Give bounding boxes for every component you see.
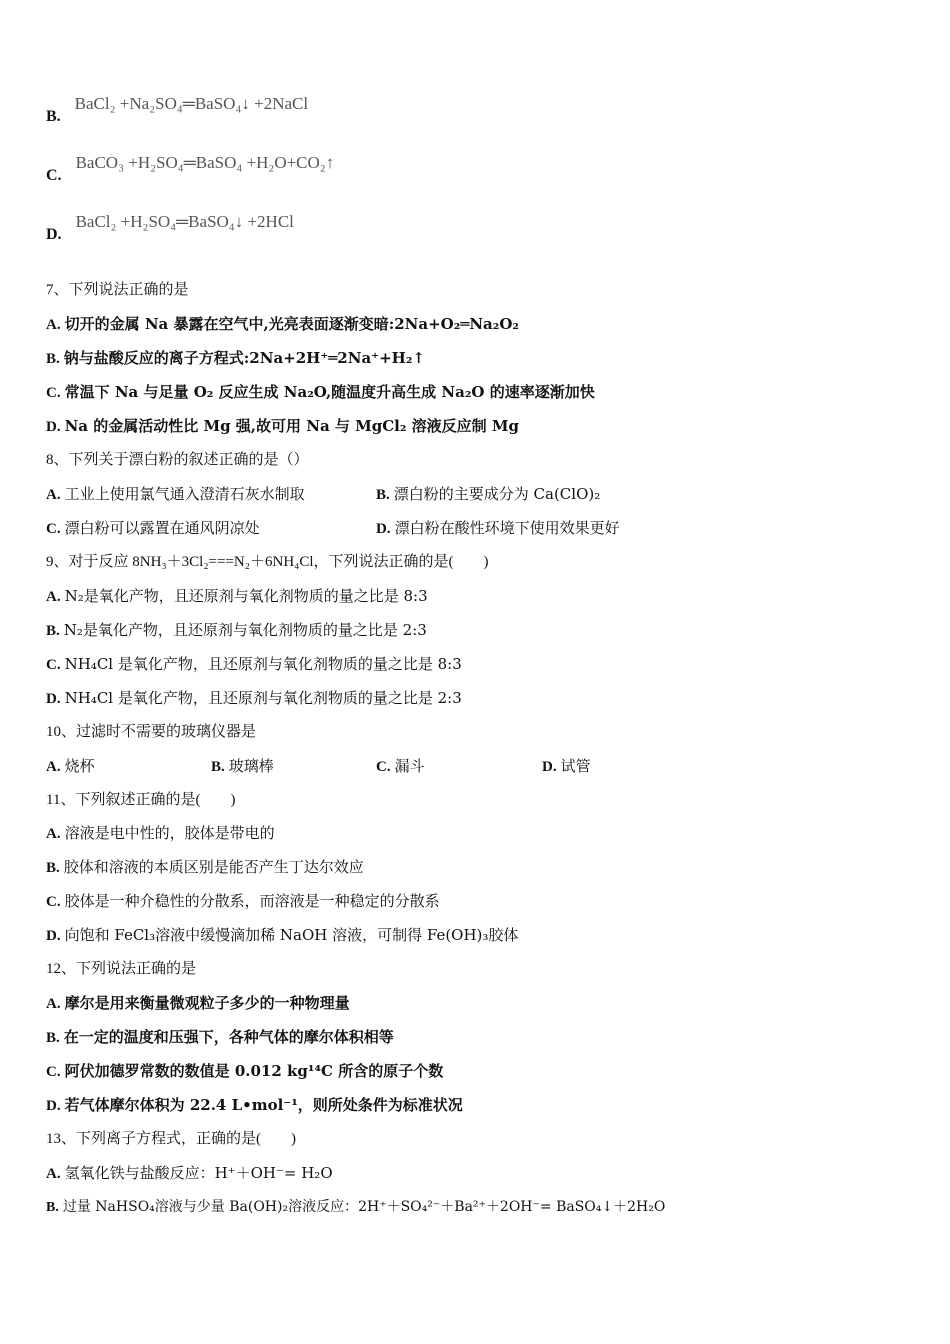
option-label: A. [46,826,61,842]
q6-option-c [46,153,335,185]
q7-option-c [46,382,595,403]
option-label: C. [46,657,61,673]
q11-option-a [46,823,275,844]
option-label: A. [46,1166,61,1182]
q9-option-c [46,654,462,675]
option-text: 漂白粉在酸性环境下使用效果更好 [394,519,620,537]
question-9-stem: 9、对于反应 8NH₃＋3Cl₂===N₂＋6NH₄Cl，下列说法正确的是( ) [46,554,489,570]
option-label: B. [46,623,60,639]
q11-option-c [46,891,440,912]
option-text: 烧杯 [64,757,95,775]
option-label: C. [46,1064,61,1080]
q8-option-b [376,484,600,505]
option-text: 漏斗 [394,757,425,775]
q12-option-b [46,1027,394,1048]
option-text: N₂是氧化产物，且还原剂与氧化剂物质的量之比是 8:3 [64,587,428,605]
question-10-stem: 10、过滤时不需要的玻璃仪器是 [46,724,257,740]
question-12-stem: 12、下列说法正确的是 [46,961,197,977]
option-text: 过量 NaHSO₄溶液与少量 Ba(OH)₂溶液反应：2H⁺＋SO₄²⁻＋Ba²⁺＋2OH⁻= BaSO₄↓＋2H₂O [62,1199,666,1215]
q10-option-a [46,756,95,777]
q6-option-b [46,94,309,126]
question-13-stem: 13、下列离子方程式，正确的是( ) [46,1131,296,1147]
option-label: D. [542,759,557,775]
q12-option-a [46,993,350,1014]
option-label: B. [376,487,390,503]
option-text: NH₄Cl 是氧化产物，且还原剂与氧化剂物质的量之比是 2:3 [64,689,462,707]
question-7-stem: 7、下列说法正确的是 [46,282,189,298]
q7-option-a [46,314,519,335]
q9-option-a [46,586,428,607]
option-label: D. [46,419,61,435]
option-text: 在一定的温度和压强下，各种气体的摩尔体积相等 [63,1028,394,1046]
q6-option-d [46,212,294,244]
option-text: 漂白粉的主要成分为 Ca(ClO)₂ [393,485,601,503]
option-text: Na 的金属活动性比 Mg 强,故可用 Na 与 MgCl₂ 溶液反应制 Mg [64,417,519,435]
q10-option-d [542,756,591,777]
option-label: D. [46,1098,61,1114]
option-label: D. [46,691,61,707]
question-11-stem: 11、下列叙述正确的是( ) [46,792,236,808]
option-text: 氢氧化铁与盐酸反应：H⁺＋OH⁻= H₂O [64,1164,333,1182]
option-label: A. [46,759,61,775]
option-text: NH₄Cl 是氧化产物，且还原剂与氧化剂物质的量之比是 8:3 [64,655,462,673]
option-text: 玻璃棒 [228,757,274,775]
option-label: B. [46,860,60,876]
option-label: C. [46,894,61,910]
chemical-equation: BaCl₂ +Na₂SO₄═BaSO₄↓ +2NaCl [74,94,309,113]
q13-option-a [46,1163,333,1184]
q8-option-c [46,518,260,539]
option-label: A. [46,996,61,1012]
option-text: N₂是氧化产物，且还原剂与氧化剂物质的量之比是 2:3 [63,621,427,639]
option-text: 阿伏加德罗常数的数值是 0.012 kg¹⁴C 所含的原子个数 [64,1062,444,1080]
q11-option-b [46,857,364,878]
q12-option-c [46,1061,443,1082]
option-text: 溶液是电中性的，胶体是带电的 [64,824,275,842]
chemical-equation: BaCO₃ +H₂SO₄═BaSO₄ +H₂O+CO₂↑ [75,153,335,172]
option-label: C. [46,385,61,401]
option-text: 工业上使用氯气通入澄清石灰水制取 [64,485,305,503]
question-8-stem: 8、下列关于漂白粉的叙述正确的是（） [46,452,309,468]
chemical-equation: BaCl₂ +H₂SO₄═BaSO₄↓ +2HCl [75,212,294,231]
option-text: 胶体和溶液的本质区别是能否产生丁达尔效应 [63,858,364,876]
option-label: D. [376,521,391,537]
q7-option-d [46,416,519,437]
option-label: A. [46,487,61,503]
option-text: 钠与盐酸反应的离子方程式:2Na+2H⁺═2Na⁺+H₂↑ [63,349,425,367]
q13-option-b [46,1197,665,1218]
option-label: D. [46,226,62,243]
option-text: 切开的金属 Na 暴露在空气中,光亮表面逐渐变暗:2Na+O₂═Na₂O₂ [64,315,519,333]
option-text: 向饱和 FeCl₃溶液中缓慢滴加稀 NaOH 溶液，可制得 Fe(OH)₃胶体 [64,926,519,944]
q11-option-d [46,925,518,946]
option-label: D. [46,928,61,944]
option-label: B. [46,351,60,367]
q9-option-b [46,620,427,641]
q8-option-a [46,484,305,505]
option-label: C. [376,759,391,775]
option-label: B. [211,759,225,775]
option-text: 试管 [560,757,591,775]
q9-option-d [46,688,462,709]
q10-option-c [376,756,425,777]
option-label: C. [46,521,61,537]
q7-option-b [46,348,425,369]
option-label: C. [46,167,62,184]
option-text: 摩尔是用来衡量微观粒子多少的一种物理量 [64,994,350,1012]
option-label: A. [46,317,61,333]
option-label: B. [46,108,61,125]
option-text: 胶体是一种介稳性的分散系，而溶液是一种稳定的分散系 [64,892,440,910]
q10-option-b [211,756,274,777]
option-text: 漂白粉可以露置在通风阴凉处 [64,519,260,537]
option-label: B. [46,1030,60,1046]
option-label: A. [46,589,61,605]
q12-option-d [46,1095,463,1116]
option-text: 若气体摩尔体积为 22.4 L•mol⁻¹，则所处条件为标准状况 [64,1096,463,1114]
option-text: 常温下 Na 与足量 O₂ 反应生成 Na₂O,随温度升高生成 Na₂O 的速率逐渐加快 [64,383,595,401]
q8-option-d [376,518,620,539]
option-label: B. [46,1200,59,1215]
